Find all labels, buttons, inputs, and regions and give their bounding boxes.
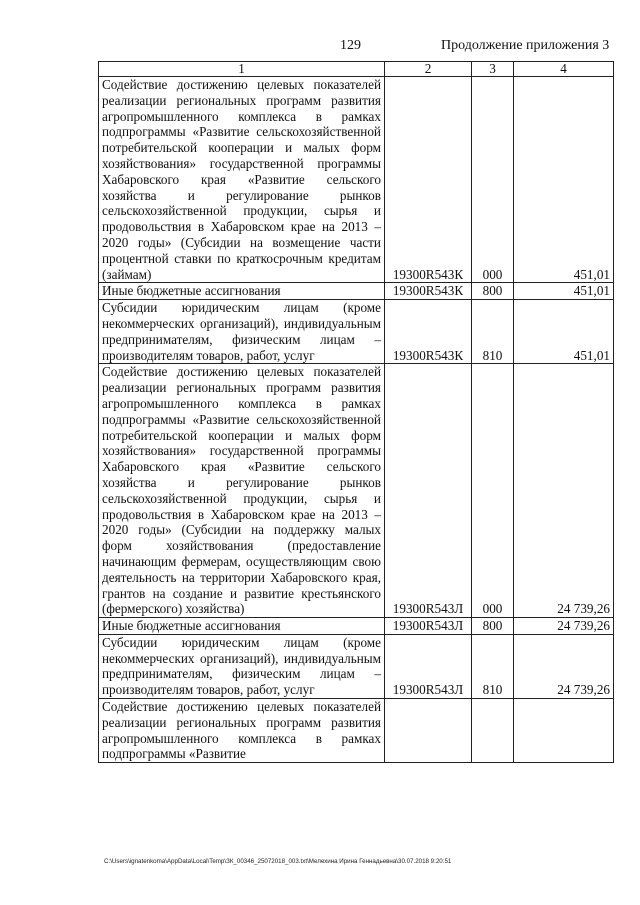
row-type: 810: [472, 634, 514, 698]
footer-file-path: C:\Users\ignatenkoma\AppData\Local\Temp\ЗК_00346_25072018_003.txt\Мелехина Ирина Геннадьевна\30.07.2018 9:20:51: [104, 858, 452, 865]
row-type: 000: [472, 364, 514, 618]
row-code: 19300R543Л: [385, 618, 472, 635]
row-sum: [514, 699, 614, 763]
row-name: Содействие достижению целевых показателей реализации региональных программ развития агропромышленного комплекса в рамках подпрограммы «Развитие сельскохозяйственной потребительской кооперации и малых форм хозяйствования» государственной программы Хабаровского края «Развитие сельского хозяйства и регулирование рынков сельскохозяйственной продукции, сырья и продовольствия в Хабаровском крае на 2013 – 2020 годы» (Субсидии на поддержку малых форм хозяйствования (предоставление начинающим фермерам, осуществляющим свою деятельность на территории Хабаровского края, грантов на создание и развитие крестьянского (фермерского) хозяйства): [99, 364, 385, 618]
row-type: 000: [472, 77, 514, 283]
table-row: [99, 618, 614, 635]
row-sum: 24 739,26: [514, 364, 614, 618]
row-sum: 451,01: [514, 283, 614, 300]
row-code: 19300R543К: [385, 300, 472, 364]
page-header: [0, 38, 640, 56]
row-name: Субсидии юридическим лицам (кроме некоммерческих организаций), индивидуальным предпринимателям, физическим лицам – производителям товаров, работ, услуг: [99, 300, 385, 364]
table-row: [99, 364, 614, 618]
row-sum: 24 739,26: [514, 618, 614, 635]
row-sum: 451,01: [514, 300, 614, 364]
row-name: Иные бюджетные ассигнования: [99, 283, 385, 300]
column-header-row: [99, 62, 614, 77]
row-sum: 451,01: [514, 77, 614, 283]
row-code: [385, 699, 472, 763]
column-header-4: 4: [514, 62, 614, 77]
column-header-2: 2: [385, 62, 472, 77]
table-row: [99, 699, 614, 763]
row-type: 810: [472, 300, 514, 364]
page-number: 129: [340, 38, 361, 53]
column-header-3: 3: [472, 62, 514, 77]
row-type: [472, 699, 514, 763]
row-code: 19300R543Л: [385, 364, 472, 618]
row-name: Содействие достижению целевых показателей реализации региональных программ развития агропромышленного комплекса в рамках подпрограммы «Развитие: [99, 699, 385, 763]
row-name: Субсидии юридическим лицам (кроме некоммерческих организаций), индивидуальным предпринимателям, физическим лицам – производителям товаров, работ, услуг: [99, 634, 385, 698]
row-type: 800: [472, 618, 514, 635]
row-code: 19300R543К: [385, 283, 472, 300]
table-row: [99, 283, 614, 300]
row-name: Содействие достижению целевых показателей реализации региональных программ развития агропромышленного комплекса в рамках подпрограммы «Развитие сельскохозяйственной потребительской кооперации и малых форм хозяйствования» государственной программы Хабаровского края «Развитие сельского хозяйства и регулирование рынков сельскохозяйственной продукции, сырья и продовольствия в Хабаровском крае на 2013 – 2020 годы» (Субсидии на возмещение части процентной ставки по краткосрочным кредитам (займам): [99, 77, 385, 283]
table-row: [99, 77, 614, 283]
row-code: 19300R543К: [385, 77, 472, 283]
row-sum: 24 739,26: [514, 634, 614, 698]
row-type: 800: [472, 283, 514, 300]
table-row: [99, 634, 614, 698]
column-header-1: 1: [99, 62, 385, 77]
appendix-note: Продолжение приложения 3: [441, 38, 610, 53]
budget-table: [98, 61, 614, 763]
table-row: [99, 300, 614, 364]
row-code: 19300R543Л: [385, 634, 472, 698]
row-name: Иные бюджетные ассигнования: [99, 618, 385, 635]
